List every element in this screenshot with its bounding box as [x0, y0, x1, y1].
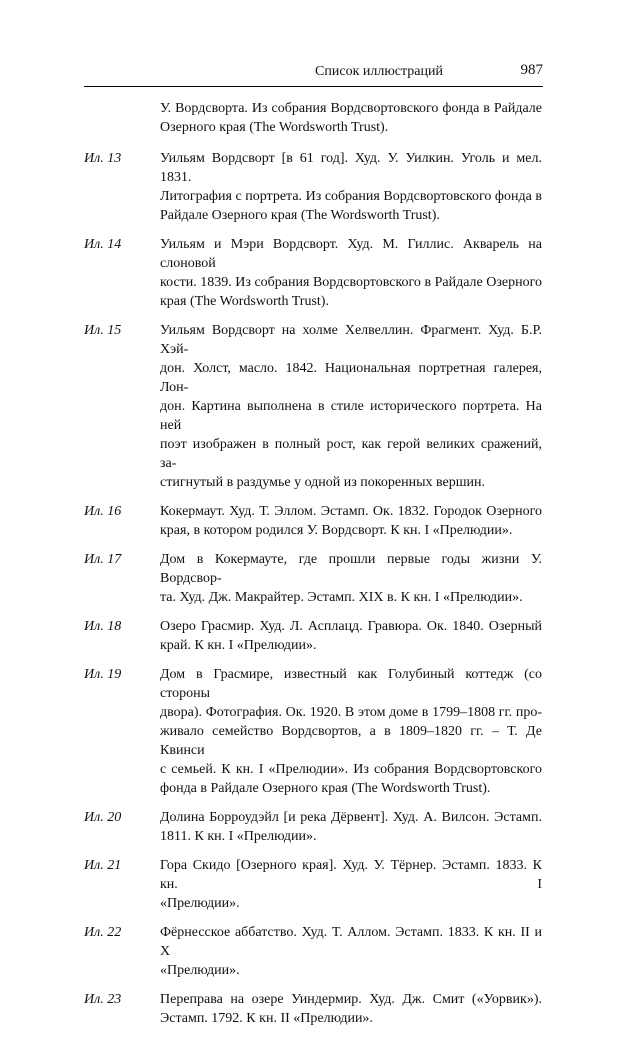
text-line: Озеро Грасмир. Худ. Л. Асплацд. Гравюра. Ок. 1840. Озерный — [160, 619, 542, 634]
entry-label: Ил. 20 — [84, 810, 122, 825]
header-rule — [84, 86, 543, 87]
entry-text — [160, 321, 542, 492]
entry-label: Ил. 13 — [84, 151, 122, 166]
illustration-entry-20 — [84, 808, 542, 846]
text-line: Кокермаут. Худ. Т. Эллом. Эстамп. Ок. 1832. Городок Озерного — [160, 504, 542, 519]
text-line: Дом в Грасмире, известный как Голубиный коттедж (со стороны — [160, 667, 542, 701]
text-line: края (The Wordsworth Trust). — [160, 294, 329, 309]
entry-text — [160, 923, 542, 980]
text-line: 1811. К кн. I «Прелюдии». — [160, 829, 317, 844]
text-line: кости. 1839. Из собрания Вордсвортовского в Райдале Озерного — [160, 275, 542, 290]
text-line: край. К кн. I «Прелюдии». — [160, 638, 317, 653]
text-line: «Прелюдии». — [160, 963, 240, 978]
illustration-entry-14 — [84, 235, 542, 311]
text-line: «Прелюдии». — [160, 896, 240, 911]
text-line: Переправа на озере Уиндермир. Худ. Дж. Смит («Уорвик»). — [160, 992, 542, 1007]
text-line: У. Вордсворта. Из собрания Вордсвортовского фонда в Райдале — [160, 101, 542, 116]
text-line: Гора Скидо [Озерного края]. Худ. У. Тёрнер. Эстамп. 1833. К кн. I — [160, 858, 542, 892]
text-line: фонда в Райдале Озерного края (The Wordsworth Trust). — [160, 781, 491, 796]
entry-label: Ил. 22 — [84, 925, 122, 940]
text-line: Долина Борроудэйл [и река Дёрвент]. Худ. А. Вилсон. Эстамп. — [160, 810, 542, 825]
text-line: Уильям Вордсворт [в 61 год]. Худ. У. Уилкин. Уголь и мел. 1831. — [160, 151, 542, 185]
illustration-list — [84, 99, 542, 1038]
text-line: стигнутый в раздумье у одной из покоренных вершин. — [160, 475, 485, 490]
illustration-entry-13 — [84, 149, 542, 225]
running-title: Список иллюстраций — [315, 64, 443, 79]
text-line: Дом в Кокермауте, где прошли первые годы жизни У. Вордсвор- — [160, 552, 542, 586]
text-line: живало семейство Вордсвортов, а в 1809–1820 гг. – Т. Де Квинси — [160, 724, 542, 758]
entry-label: Ил. 18 — [84, 619, 122, 634]
text-line: Уильям и Мэри Вордсворт. Худ. М. Гиллис. Акварель на слоновой — [160, 237, 542, 271]
text-line: дон. Холст, масло. 1842. Национальная портретная галерея, Лон- — [160, 361, 542, 395]
text-line: Райдале Озерного края (The Wordsworth Trust). — [160, 208, 440, 223]
text-line: с семьей. К кн. I «Прелюдии». Из собрания Вордсвортовского — [160, 762, 542, 777]
illustration-entry-22 — [84, 923, 542, 980]
entry-text — [160, 99, 542, 137]
entry-text — [160, 550, 542, 607]
text-line: Литография с портрета. Из собрания Вордсвортовского фонда в — [160, 189, 542, 204]
entry-label: Ил. 14 — [84, 237, 122, 252]
entry-text — [160, 502, 542, 540]
entry-text — [160, 990, 542, 1028]
illustration-entry-19 — [84, 665, 542, 798]
illustration-entry-21 — [84, 856, 542, 913]
text-line: двора). Фотография. Ок. 1920. В этом доме в 1799–1808 гг. про- — [160, 705, 542, 720]
entry-text — [160, 856, 542, 913]
entry-text — [160, 665, 542, 798]
entry-label: Ил. 21 — [84, 858, 122, 873]
entry-text — [160, 808, 542, 846]
illustration-entry-16 — [84, 502, 542, 540]
entry-label: Ил. 15 — [84, 323, 122, 338]
illustration-entry-18 — [84, 617, 542, 655]
text-line: поэт изображен в полный рост, как герой великих сражений, за- — [160, 437, 542, 471]
entry-label: Ил. 17 — [84, 552, 122, 567]
illustration-entry-23 — [84, 990, 542, 1028]
text-line: края, в котором родился У. Вордсворт. К кн. I «Прелюдии». — [160, 523, 513, 538]
entry-text — [160, 617, 542, 655]
continued-entry — [84, 99, 542, 137]
entry-text — [160, 235, 542, 311]
text-line: Фёрнесское аббатство. Худ. Т. Аллом. Эстамп. 1833. К кн. II и X — [160, 925, 542, 959]
page-number: 987 — [520, 62, 543, 78]
illustration-entry-17 — [84, 550, 542, 607]
text-line: Озерного края (The Wordsworth Trust). — [160, 120, 389, 135]
illustration-entry-15 — [84, 321, 542, 492]
entry-label: Ил. 19 — [84, 667, 122, 682]
text-line: Уильям Вордсворт на холме Хелвеллин. Фрагмент. Худ. Б.Р. Хэй- — [160, 323, 542, 357]
entry-label: Ил. 23 — [84, 992, 122, 1007]
text-line: Эстамп. 1792. К кн. II «Прелюдии». — [160, 1011, 373, 1026]
entry-text — [160, 149, 542, 225]
text-line: та. Худ. Дж. Макрайтер. Эстамп. XIX в. К кн. I «Прелюдии». — [160, 590, 523, 605]
entry-label: Ил. 16 — [84, 504, 122, 519]
text-line: дон. Картина выполнена в стиле исторического портрета. На ней — [160, 399, 542, 433]
running-header — [84, 60, 543, 84]
